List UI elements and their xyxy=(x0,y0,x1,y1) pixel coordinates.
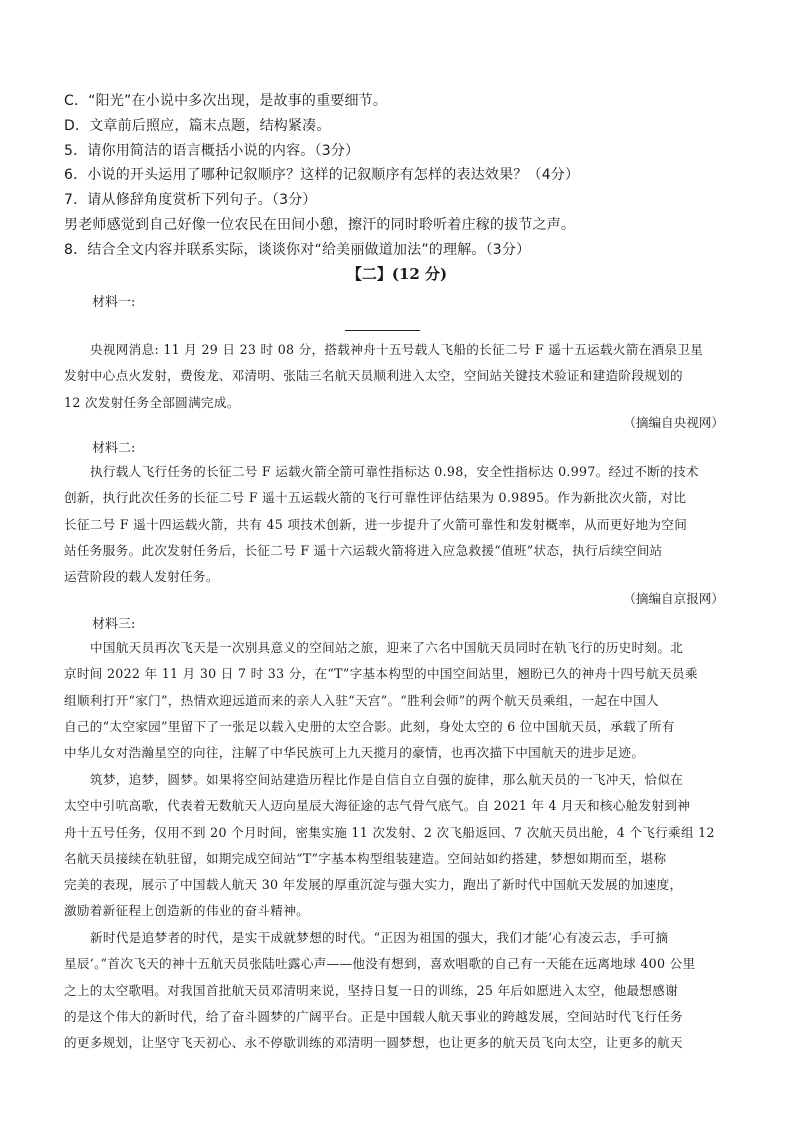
question-7-sentence: 男老师感觉到自己好像一位农民在田间小憩，擦汗的同时聆听着庄稼的拔节之声。 xyxy=(64,217,576,233)
material-3-paragraph-1 xyxy=(64,635,754,766)
material-2-paragraph xyxy=(64,459,754,590)
text-line: 太空中引吭高歌，代表着无数航天人迈向星辰大海征途的志气骨气底气。自 2021 年 4 月天和核心舱发射到神 xyxy=(64,798,691,814)
material-2-source: （摘编自京报网） xyxy=(623,591,724,606)
text-line: 运营阶段的载人发射任务。 xyxy=(64,569,219,585)
text-line: 自己的“太空家园”里留下了一张足以载入史册的太空合影。此刻，身处太空的 6 位中国航天员，承载了所有 xyxy=(64,718,675,734)
section-title: 【二】(12 分) xyxy=(346,265,448,283)
text-line: 中华儿女对浩瀚星空的向往，注解了中华民族可上九天揽月的豪情，也再次描下中国航天的进步足迹。 xyxy=(64,745,645,761)
text-line: 筑梦，追梦，圆梦。如果将空间站建造历程比作是自信自立自强的旋律，那么航天员的一飞冲天，恰似在 xyxy=(90,772,684,787)
text-line: 完美的表现，展示了中国载人航天 30 年发展的厚重沉淀与强大实力，跑出了新时代中国航天发展的加速度， xyxy=(64,877,683,893)
material-3-label: 材料三: xyxy=(92,617,136,632)
text-line: 站任务服务。此次发射任务后，长征二号 F 遥十六运载火箭将进入应急救援“值班”状态，执行后续空间站 xyxy=(64,542,663,558)
option-c: C．“阳光”在小说中多次出现，是故事的重要细节。 xyxy=(64,93,388,109)
text-line: 12 次发射任务全部圆满完成。 xyxy=(64,394,240,410)
text-line: 激励着新征程上创造新的伟业的奋斗精神。 xyxy=(64,903,309,919)
text-line: 央视网消息: 11 月 29 日 23 时 08 分，搭载神舟十五号载人飞船的长征二号 F 遥十五运载火箭在酒泉卫星 xyxy=(90,342,704,357)
text-line: 之上的太空歌唱。对我国首批航天员邓清明来说，坚持日复一日的训练，25 年后如愿进入太空，他最想感谢 xyxy=(64,982,679,998)
text-line: 组顺利打开“家门”，热情欢迎远道而来的亲人入驻“天宫”。“胜利会师”的两个航天员乘组，一起在中国人 xyxy=(64,692,659,708)
text-line: 发射中心点火发射，费俊龙、邓清明、张陆三名航天员顺利进入太空，空间站关键技术验证和建造阶段规划的 xyxy=(64,368,683,384)
question-8: 8．结合全文内容并联系实际，谈谈你对“给美丽做道加法”的理解。（3分） xyxy=(64,242,531,258)
material-3-paragraph-3 xyxy=(64,925,754,1056)
material-1-paragraph xyxy=(64,337,754,416)
text-line: 新时代是追梦者的时代，是实干成就梦想的时代。“正因为祖国的强大，我们才能‘心有凌云志，手可摘 xyxy=(90,930,669,945)
question-6: 6．小说的开头运用了哪种记叙顺序？这样的记叙顺序有怎样的表达效果？（4分） xyxy=(64,167,580,183)
text-line: 执行载人飞行任务的长征二号 F 运载火箭全箭可靠性指标达 0.98，安全性指标达 0.997。经过不断的技术 xyxy=(90,464,699,479)
material-2-label: 材料二: xyxy=(92,441,136,456)
text-line: 舟十五号任务，仅用不到 20 个月时间，密集实施 11 次发射、2 次飞船返回、7 次航天员出舱，4 个飞行乘组 12 xyxy=(64,824,715,840)
material-1-label: 材料一: xyxy=(92,295,136,310)
text-line: 创新，执行此次任务的长征二号 F 遥十五运载火箭的飞行可靠性评估结果为 0.9895。作为新批次火箭，对比 xyxy=(64,490,687,506)
question-5: 5．请你用简洁的语言概括小说的内容。（3分） xyxy=(64,143,360,159)
text-line: 京时间 2022 年 11 月 30 日 7 时 33 分，在“T”字基本构型的中国空间站里，翘盼已久的神舟十四号航天员乘 xyxy=(64,666,698,682)
divider-line xyxy=(345,330,420,331)
text-line: 长征二号 F 遥十四运载火箭，共有 45 项技术创新，进一步提升了火箭可靠性和发射概率，从而更好地为空间 xyxy=(64,516,688,532)
text-line: 的是这个伟大的新时代，给了奋斗圆梦的广阔平台。正是中国载人航天事业的跨越发展，空间站时代飞行任务 xyxy=(64,1008,683,1024)
question-7: 7．请从修辞角度赏析下列句子。（3分） xyxy=(64,192,317,208)
text-line: 的更多规划，让坚守飞天初心、永不停歇训练的邓清明一圆梦想，也让更多的航天员飞向太空，让更多的航天 xyxy=(64,1035,683,1051)
option-d: D．文章前后照应，篇末点题，结构紧凑。 xyxy=(64,118,331,134)
material-3-paragraph-2 xyxy=(64,767,754,925)
text-line: 名航天员接续在轨驻留，如期完成空间站“T”字基本构型组装建造。空间站如约搭建，梦想如期而至，堪称 xyxy=(64,850,667,866)
text-line: 星辰’。”首次飞天的神十五航天员张陆吐露心声——他没有想到，喜欢唱歌的自己有一天能在远离地球 400 公里 xyxy=(64,956,696,972)
material-1-source: （摘编自央视网） xyxy=(623,415,724,430)
text-line: 中国航天员再次飞天是一次别具意义的空间站之旅，迎来了六名中国航天员同时在轨飞行的历史时刻。北 xyxy=(90,640,684,655)
